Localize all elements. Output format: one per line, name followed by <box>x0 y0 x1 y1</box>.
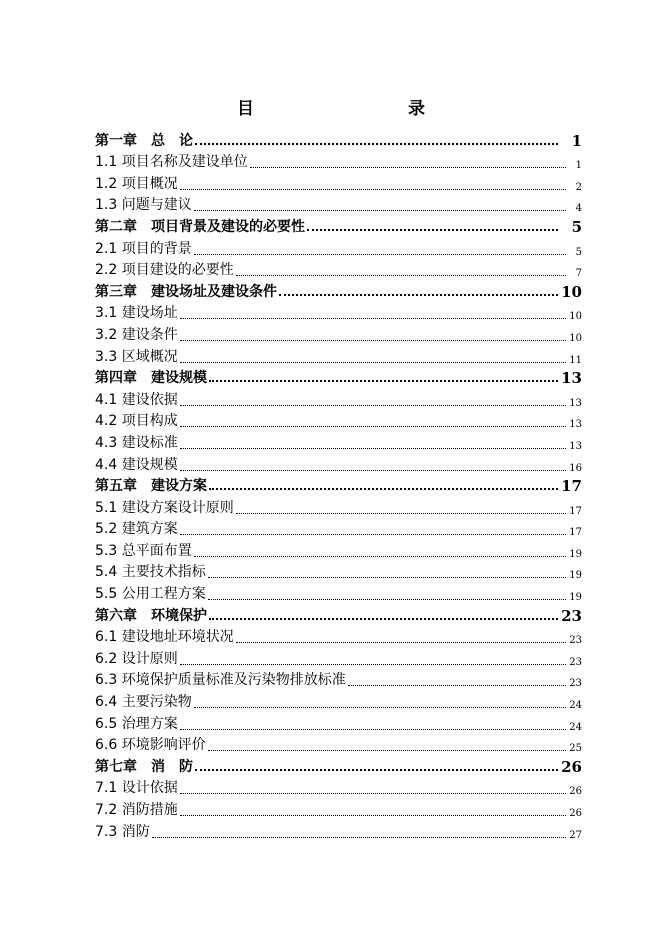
section-title: 6.3 环境保护质量标准及污染物排放标准 <box>95 672 346 689</box>
dot-leader <box>208 750 566 751</box>
section-title: 5.1 建设方案设计原则 <box>95 499 234 516</box>
chapter-title: 第七章 消 防 <box>95 758 193 775</box>
toc-section-entry[interactable] <box>95 797 582 819</box>
dot-leader <box>307 229 558 231</box>
section-title: 1.1 项目名称及建设单位 <box>95 154 248 171</box>
section-title: 7.1 设计依据 <box>95 780 178 797</box>
toc-section-entry[interactable] <box>95 301 582 323</box>
page-number: 16 <box>569 462 582 474</box>
toc-section-entry[interactable] <box>95 344 582 366</box>
toc-section-entry[interactable] <box>95 711 582 733</box>
toc-section-entry[interactable] <box>95 776 582 798</box>
toc-section-entry[interactable] <box>95 452 582 474</box>
page-number: 10 <box>569 332 582 344</box>
toc-chapter-entry[interactable] <box>95 128 582 150</box>
toc-section-entry[interactable] <box>95 819 582 841</box>
toc-section-entry[interactable] <box>95 258 582 280</box>
dot-leader <box>180 729 566 730</box>
toc-section-entry[interactable] <box>95 538 582 560</box>
section-title: 7.2 消防措施 <box>95 802 178 818</box>
page-number: 27 <box>569 829 582 841</box>
dot-leader <box>180 448 566 449</box>
toc-chapter-entry[interactable] <box>95 214 582 236</box>
page-number: 25 <box>569 743 582 755</box>
dot-leader <box>152 837 566 838</box>
toc-section-entry[interactable] <box>95 236 582 258</box>
toc-section-entry[interactable] <box>95 322 582 344</box>
chapter-title: 第六章 环境保护 <box>95 607 207 624</box>
page-number: 24 <box>569 700 582 712</box>
toc-section-entry[interactable] <box>95 495 582 517</box>
toc-section-entry[interactable] <box>95 668 582 690</box>
dot-leader <box>180 189 566 190</box>
dot-leader <box>180 793 566 794</box>
section-title: 3.2 建设条件 <box>95 326 178 343</box>
dot-leader <box>180 664 566 665</box>
dot-leader <box>209 380 558 382</box>
page-number: 17 <box>569 527 582 539</box>
section-title: 6.1 建设地址环境状况 <box>95 629 234 646</box>
dot-leader <box>180 318 566 319</box>
section-title: 3.1 建设场址 <box>95 305 178 322</box>
page-number: 1 <box>575 160 582 172</box>
section-title: 6.2 设计原则 <box>95 650 178 667</box>
page-number: 4 <box>575 203 582 215</box>
dot-leader <box>180 470 566 471</box>
page-number: 26 <box>561 757 582 776</box>
page-number: 7 <box>575 268 582 280</box>
dot-leader <box>194 210 566 211</box>
chapter-title: 第一章 总 论 <box>95 132 193 149</box>
toc-section-entry[interactable] <box>95 193 582 215</box>
dot-leader <box>208 599 566 600</box>
dot-leader <box>236 642 566 643</box>
dot-leader <box>236 275 566 276</box>
dot-leader <box>208 577 566 578</box>
dot-leader <box>180 534 566 535</box>
table-of-contents <box>95 128 582 841</box>
page-number: 13 <box>561 369 582 388</box>
toc-chapter-entry[interactable] <box>95 366 582 388</box>
page-number: 19 <box>569 548 582 560</box>
dot-leader <box>236 513 566 514</box>
section-title: 3.3 区域概况 <box>95 348 178 365</box>
toc-section-entry[interactable] <box>95 646 582 668</box>
page-number: 26 <box>569 808 582 819</box>
section-title: 6.6 环境影响评价 <box>95 737 206 754</box>
page-number: 5 <box>575 246 582 258</box>
dot-leader <box>348 685 566 686</box>
dot-leader <box>194 556 566 557</box>
toc-section-entry[interactable] <box>95 430 582 452</box>
toc-chapter-entry[interactable] <box>95 279 582 301</box>
dot-leader <box>180 426 566 427</box>
dot-leader <box>195 769 558 771</box>
dot-leader <box>209 488 558 490</box>
dot-leader <box>180 815 566 816</box>
dot-leader <box>180 362 566 363</box>
section-title: 6.4 主要污染物 <box>95 694 192 711</box>
dot-leader <box>250 167 566 168</box>
section-title: 5.2 建筑方案 <box>95 521 178 538</box>
page-number: 23 <box>569 635 582 647</box>
page-number: 23 <box>561 606 582 625</box>
section-title: 1.3 问题与建议 <box>95 197 192 214</box>
toc-section-entry[interactable] <box>95 409 582 431</box>
chapter-title: 第四章 建设规模 <box>95 370 207 387</box>
toc-title: 目 录 <box>237 99 465 119</box>
toc-section-entry[interactable] <box>95 387 582 409</box>
section-title: 4.3 建设标准 <box>95 434 178 451</box>
section-title: 4.1 建设依据 <box>95 391 178 408</box>
chapter-title: 第三章 建设场址及建设条件 <box>95 283 277 300</box>
section-title: 6.5 治理方案 <box>95 715 178 732</box>
toc-section-entry[interactable] <box>95 150 582 172</box>
page-number: 13 <box>569 419 582 431</box>
toc-section-entry[interactable] <box>95 733 582 755</box>
page-number: 19 <box>569 592 582 604</box>
chapter-title: 第五章 建设方案 <box>95 478 207 495</box>
toc-section-entry[interactable] <box>95 171 582 193</box>
section-title: 5.5 公用工程方案 <box>95 586 206 603</box>
page-number: 17 <box>569 505 582 517</box>
dot-leader <box>279 294 558 296</box>
dot-leader <box>209 618 558 620</box>
toc-chapter-entry[interactable] <box>95 754 582 776</box>
toc-section-entry[interactable] <box>95 689 582 711</box>
section-title: 5.4 主要技术指标 <box>95 564 206 581</box>
page-number: 23 <box>569 656 582 668</box>
page-number: 10 <box>569 311 582 323</box>
toc-chapter-entry[interactable] <box>95 603 582 625</box>
dot-leader <box>180 405 566 406</box>
section-title: 2.2 项目建设的必要性 <box>95 262 234 279</box>
page-number: 10 <box>561 282 582 301</box>
toc-section-entry[interactable] <box>95 517 582 539</box>
section-title: 2.1 项目的背景 <box>95 240 192 257</box>
toc-section-entry[interactable] <box>95 560 582 582</box>
section-title: 5.3 总平面布置 <box>95 542 192 559</box>
chapter-title: 第二章 项目背景及建设的必要性 <box>95 218 305 235</box>
page-number: 19 <box>569 570 582 582</box>
page-number: 13 <box>569 397 582 409</box>
page-number: 2 <box>575 181 582 193</box>
toc-section-entry[interactable] <box>95 581 582 603</box>
dot-leader <box>194 254 566 255</box>
page-number: 23 <box>569 678 582 690</box>
toc-section-entry[interactable] <box>95 625 582 647</box>
page-number: 24 <box>569 721 582 733</box>
dot-leader <box>180 340 566 341</box>
toc-chapter-entry[interactable] <box>95 474 582 496</box>
page-number: 17 <box>561 477 582 496</box>
section-title: 4.4 建设规模 <box>95 456 178 473</box>
dot-leader <box>195 143 558 145</box>
page-number: 1 <box>571 131 582 150</box>
section-title: 7.3 消防 <box>95 823 150 840</box>
section-title: 1.2 项目概况 <box>95 175 178 192</box>
page-number: 5 <box>571 217 582 236</box>
page-number: 13 <box>569 440 582 452</box>
dot-leader <box>194 707 566 708</box>
page-number: 26 <box>569 786 582 798</box>
page-number: 11 <box>569 354 582 366</box>
section-title: 4.2 项目构成 <box>95 413 178 430</box>
